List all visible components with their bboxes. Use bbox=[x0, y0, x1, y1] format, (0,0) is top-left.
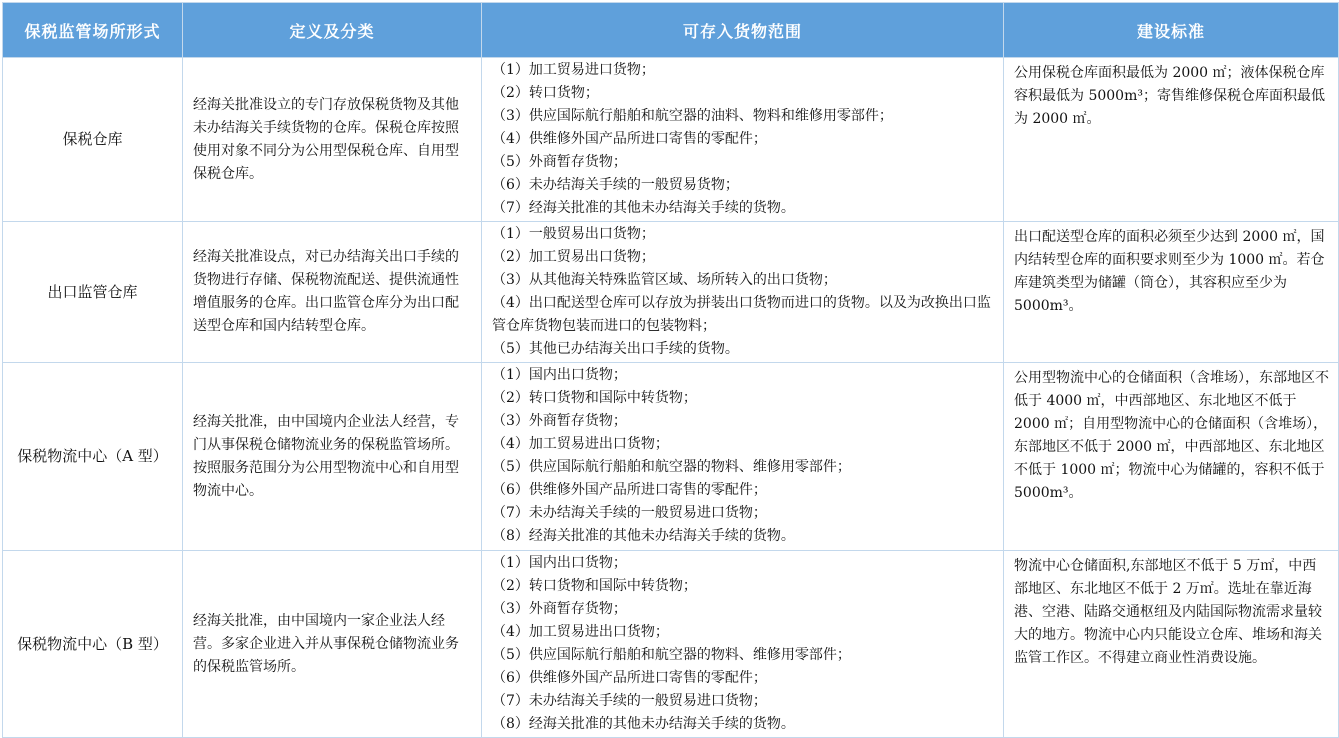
goods-item: （6）供维修外国产品所进口寄售的零配件； bbox=[492, 482, 767, 498]
construction-standard: 出口配送型仓库的面积必须至少达到 2000 ㎡，国内结转型仓库的面积要求则至少为 1000 ㎡。若仓库建筑类型为储罐（筒仓），其容积应至少为 5000m³。 bbox=[1004, 222, 1339, 363]
header-row bbox=[3, 3, 1339, 58]
site-type: 出口监管仓库 bbox=[3, 222, 183, 363]
site-type: 保税仓库 bbox=[3, 58, 183, 222]
goods-item: （8）经海关批准的其他未办结海关手续的货物。 bbox=[492, 528, 795, 544]
goods-item: （1）一般贸易出口货物； bbox=[492, 226, 655, 242]
goods-item: （4）加工贸易进出口货物； bbox=[492, 624, 669, 640]
goods-item: （6）未办结海关手续的一般贸易货物； bbox=[492, 177, 739, 193]
goods-item: （5）供应国际航行船舶和航空器的物料、维修用零部件； bbox=[492, 459, 851, 475]
goods-item: （3）从其他海关特殊监管区域、场所转入的出口货物； bbox=[492, 272, 837, 288]
bonded-zone-table bbox=[2, 2, 1339, 738]
header-type: 保税监管场所形式 bbox=[3, 3, 183, 58]
goods-item: （3）供应国际航行船舶和航空器的油料、物料和维修用零部件； bbox=[492, 108, 893, 124]
goods-item: （3）外商暂存货物； bbox=[492, 413, 627, 429]
goods-item: （2）转口货物； bbox=[492, 85, 599, 101]
goods-item: （8）经海关批准的其他未办结海关手续的货物。 bbox=[492, 716, 795, 732]
goods-item: （4）出口配送型仓库可以存放为拼装出口货物而进口的货物。以及为改换出口监管仓库货物包装而进口的包装物料； bbox=[492, 295, 991, 334]
table-row bbox=[3, 222, 1339, 363]
construction-standard: 物流中心仓储面积,东部地区不低于 5 万㎡，中西部地区、东北地区不低于 2 万㎡。选址在靠近海港、空港、陆路交通枢纽及内陆国际物流需求量较大的地方。物流中心内只能设立仓库、堆场和海关监管工作区。不得建立商业性消费设施。 bbox=[1004, 551, 1339, 738]
goods-list bbox=[482, 222, 1004, 363]
goods-list bbox=[482, 363, 1004, 551]
definition: 经海关批准设立的专门存放保税货物及其他未办结海关手续货物的仓库。保税仓库按照使用对象不同分为公用型保税仓库、自用型保税仓库。 bbox=[183, 58, 482, 222]
goods-list bbox=[482, 551, 1004, 738]
goods-item: （2）加工贸易出口货物； bbox=[492, 249, 655, 265]
construction-standard: 公用保税仓库面积最低为 2000 ㎡；液体保税仓库容积最低为 5000m³；寄售维修保税仓库面积最低为 2000 ㎡。 bbox=[1004, 58, 1339, 222]
table-row bbox=[3, 363, 1339, 551]
goods-item: （2）转口货物和国际中转货物； bbox=[492, 578, 697, 594]
goods-item: （4）加工贸易进出口货物； bbox=[492, 436, 669, 452]
goods-item: （7）经海关批准的其他未办结海关手续的货物。 bbox=[492, 200, 795, 216]
header-standard: 建设标准 bbox=[1004, 3, 1339, 58]
goods-list bbox=[482, 58, 1004, 222]
goods-item: （6）供维修外国产品所进口寄售的零配件； bbox=[492, 670, 767, 686]
table-row bbox=[3, 58, 1339, 222]
goods-item: （7）未办结海关手续的一般贸易进口货物； bbox=[492, 693, 767, 709]
goods-item: （1）加工贸易进口货物； bbox=[492, 62, 655, 78]
goods-item: （5）其他已办结海关出口手续的货物。 bbox=[492, 341, 739, 357]
goods-item: （5）供应国际航行船舶和航空器的物料、维修用零部件； bbox=[492, 647, 851, 663]
goods-item: （1）国内出口货物； bbox=[492, 367, 627, 383]
definition: 经海关批准，由中国境内企业法人经营，专门从事保税仓储物流业务的保税监管场所。按照服务范围分为公用型物流中心和自用型物流中心。 bbox=[183, 363, 482, 551]
definition: 经海关批准设点，对已办结海关出口手续的货物进行存储、保税物流配送、提供流通性增值服务的仓库。出口监管仓库分为出口配送型仓库和国内结转型仓库。 bbox=[183, 222, 482, 363]
goods-item: （2）转口货物和国际中转货物； bbox=[492, 390, 697, 406]
site-type: 保税物流中心（B 型） bbox=[3, 551, 183, 738]
goods-item: （1）国内出口货物； bbox=[492, 555, 627, 571]
goods-item: （4）供维修外国产品所进口寄售的零配件； bbox=[492, 131, 767, 147]
goods-item: （5）外商暂存货物； bbox=[492, 154, 627, 170]
definition: 经海关批准，由中国境内一家企业法人经营。多家企业进入并从事保税仓储物流业务的保税监管场所。 bbox=[183, 551, 482, 738]
goods-item: （3）外商暂存货物； bbox=[492, 601, 627, 617]
goods-item: （7）未办结海关手续的一般贸易进口货物； bbox=[492, 505, 767, 521]
header-definition: 定义及分类 bbox=[183, 3, 482, 58]
construction-standard: 公用型物流中心的仓储面积（含堆场），东部地区不低于 4000 ㎡，中西部地区、东北地区不低于 2000 ㎡；自用型物流中心的仓储面积（含堆场），东部地区不低于 2000 ㎡，中西部地区、东北地区不低于 1000 ㎡；物流中心为储罐的，容积不低于 5000m³。 bbox=[1004, 363, 1339, 551]
table-row bbox=[3, 551, 1339, 738]
header-goods-scope: 可存入货物范围 bbox=[482, 3, 1004, 58]
site-type: 保税物流中心（A 型） bbox=[3, 363, 183, 551]
